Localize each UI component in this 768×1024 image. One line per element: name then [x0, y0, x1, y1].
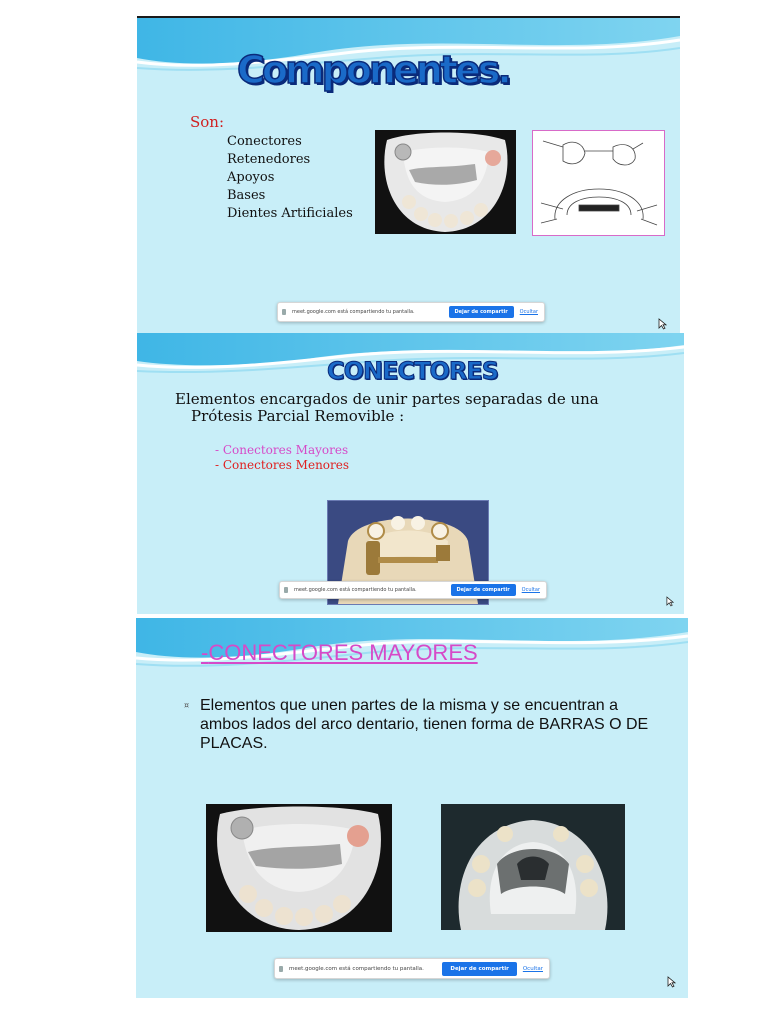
- slide-title: CONECTORES: [327, 357, 499, 385]
- slide-description: [175, 391, 655, 425]
- hide-link[interactable]: Ocultar: [519, 309, 538, 315]
- description-line: Elementos encargados de unir partes separadas de una: [175, 390, 599, 408]
- share-message: meet.google.com está compartiendo tu pantalla.: [292, 309, 415, 315]
- screen-share-bar: [277, 302, 545, 322]
- title-text: CONECTORES MAYORES: [208, 640, 478, 665]
- mouse-cursor-icon: [666, 596, 674, 607]
- stop-sharing-button[interactable]: Dejar de compartir: [451, 584, 516, 596]
- title-prefix: -: [201, 640, 209, 665]
- components-list: [227, 133, 353, 223]
- screen-share-bar: [274, 958, 550, 979]
- bullet-marker: ¤: [184, 701, 190, 710]
- dental-prosthesis-photo: [206, 804, 392, 932]
- mouse-cursor-icon: [658, 318, 667, 330]
- slide-title: [201, 640, 478, 666]
- dental-diagram: [532, 130, 665, 236]
- screen-share-indicator-icon: [284, 587, 288, 593]
- intro-label: Son:: [190, 113, 225, 131]
- list-item: Apoyos: [227, 170, 275, 185]
- list-item: Retenedores: [227, 152, 311, 167]
- list-item: Dientes Artificiales: [227, 206, 353, 221]
- stop-sharing-button[interactable]: Dejar de compartir: [442, 962, 516, 976]
- slide-conectores-mayores: [136, 618, 688, 998]
- screen-share-indicator-icon: [279, 966, 283, 972]
- description-line: Prótesis Parcial Removible :: [191, 407, 405, 425]
- list-item: Conectores: [227, 134, 302, 149]
- hide-link[interactable]: Ocultar: [522, 965, 543, 972]
- screen-share-bar: [279, 581, 547, 599]
- share-message: meet.google.com está compartiendo tu pantalla.: [294, 587, 417, 593]
- screen-share-indicator-icon: [282, 309, 286, 315]
- share-message: meet.google.com está compartiendo tu pantalla.: [289, 965, 424, 972]
- slide-title: Componentes.: [237, 48, 509, 92]
- slide-conectores: [137, 333, 684, 614]
- dental-prosthesis-photo: [441, 804, 625, 930]
- list-item: Bases: [227, 188, 266, 203]
- bullet-text: Elementos que unen partes de la misma y se encuentran a ambos lados del arco dentario, tienen forma de BARRAS O DE PLACAS.: [200, 697, 649, 752]
- mouse-cursor-icon: [667, 976, 676, 988]
- dental-prosthesis-photo: [375, 130, 516, 234]
- sub-item-menores: - Conectores Menores: [215, 458, 350, 472]
- slide-componentes: [137, 16, 680, 334]
- stop-sharing-button[interactable]: Dejar de compartir: [449, 306, 514, 318]
- sub-item-mayores: - Conectores Mayores: [215, 443, 349, 457]
- hide-link[interactable]: Ocultar: [521, 587, 540, 593]
